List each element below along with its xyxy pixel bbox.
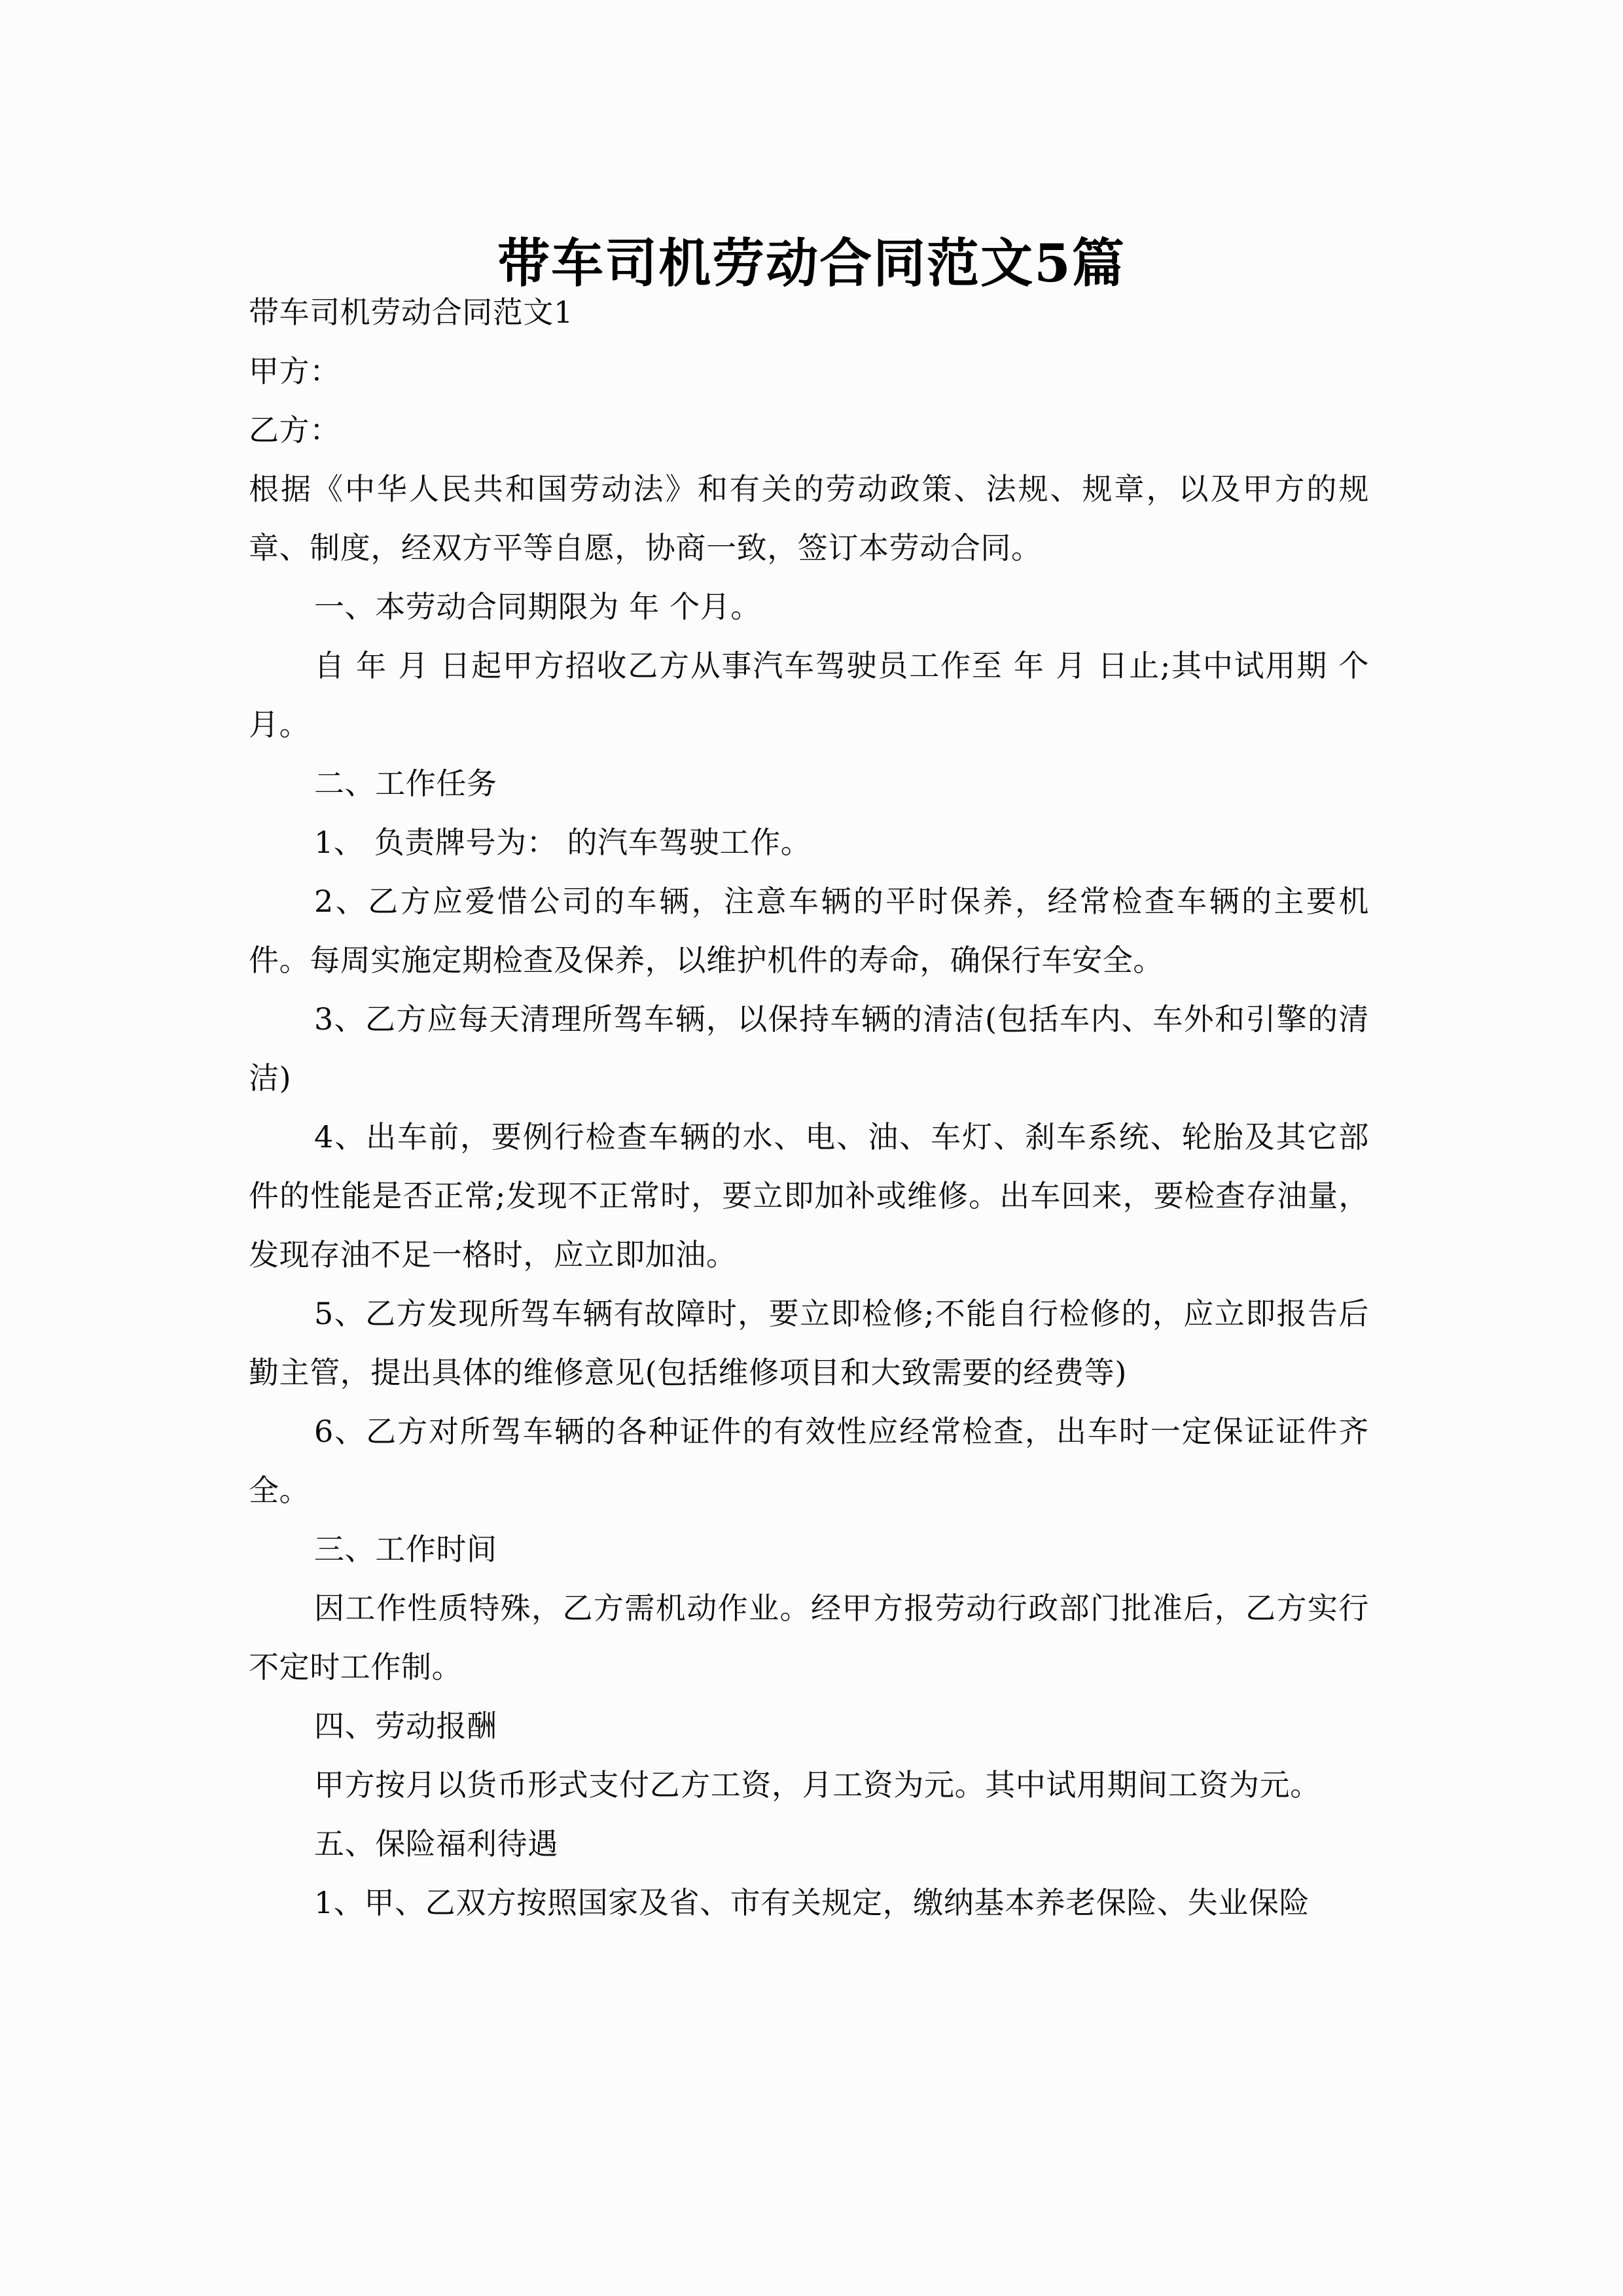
paragraph: 一、本劳动合同期限为 年 个月。 <box>314 589 761 624</box>
page-title: 带车司机劳动合同范文5篇 <box>497 232 1126 294</box>
paragraph: 带车司机劳动合同范文1 <box>249 295 573 330</box>
paragraph: 根据《中华人民共和国劳动法》和有关的劳动政策、法规、规章，以及甲方的规章、制度，经双方平等自愿，协商一致，签订本劳动合同。 <box>249 471 1369 565</box>
document-body <box>249 283 1369 1932</box>
paragraph: 6、乙方对所驾车辆的各种证件的有效性应经常检查，出车时一定保证证件齐全。 <box>249 1414 1369 1508</box>
paragraph: 2、乙方应爱惜公司的车辆，注意车辆的平时保养，经常检查车辆的主要机件。每周实施定期检查及保养，以维护机件的寿命，确保行车安全。 <box>249 884 1369 978</box>
paragraph: 乙方： <box>249 412 340 448</box>
paragraph: 1、甲、乙双方按照国家及省、市有关规定，缴纳基本养老保险、失业保险 <box>314 1885 1310 1920</box>
paragraph: 四、劳动报酬 <box>314 1708 497 1744</box>
paragraph: 五、保险福利待遇 <box>314 1826 558 1861</box>
paragraph: 3、乙方应每天清理所驾车辆，以保持车辆的清洁(包括车内、车外和引擎的清洁) <box>249 1001 1369 1096</box>
paragraph: 自 年 月 日起甲方招收乙方从事汽车驾驶员工作至 年 月 日止;其中试用期 个月。 <box>249 648 1369 742</box>
paragraph: 二、工作任务 <box>314 766 497 801</box>
paragraph: 甲方： <box>249 353 340 389</box>
paragraph: 甲方按月以货币形式支付乙方工资，月工资为元。其中试用期间工资为元。 <box>314 1767 1321 1803</box>
paragraph: 5、乙方发现所驾车辆有故障时，要立即检修;不能自行检修的，应立即报告后勤主管，提出具体的维修意见(包括维修项目和大致需要的经费等) <box>249 1296 1369 1390</box>
paragraph: 1、 负责牌号为： 的汽车驾驶工作。 <box>314 825 812 860</box>
paragraph: 4、出车前，要例行检查车辆的水、电、油、车灯、刹车系统、轮胎及其它部件的性能是否正常;发现不正常时，要立即加补或维修。出车回来，要检查存油量，发现存油不足一格时，应立即加油。 <box>249 1119 1369 1272</box>
paragraph: 三、工作时间 <box>314 1532 497 1567</box>
paragraph: 因工作性质特殊，乙方需机动作业。经甲方报劳动行政部门批准后，乙方实行不定时工作制。 <box>249 1590 1369 1685</box>
